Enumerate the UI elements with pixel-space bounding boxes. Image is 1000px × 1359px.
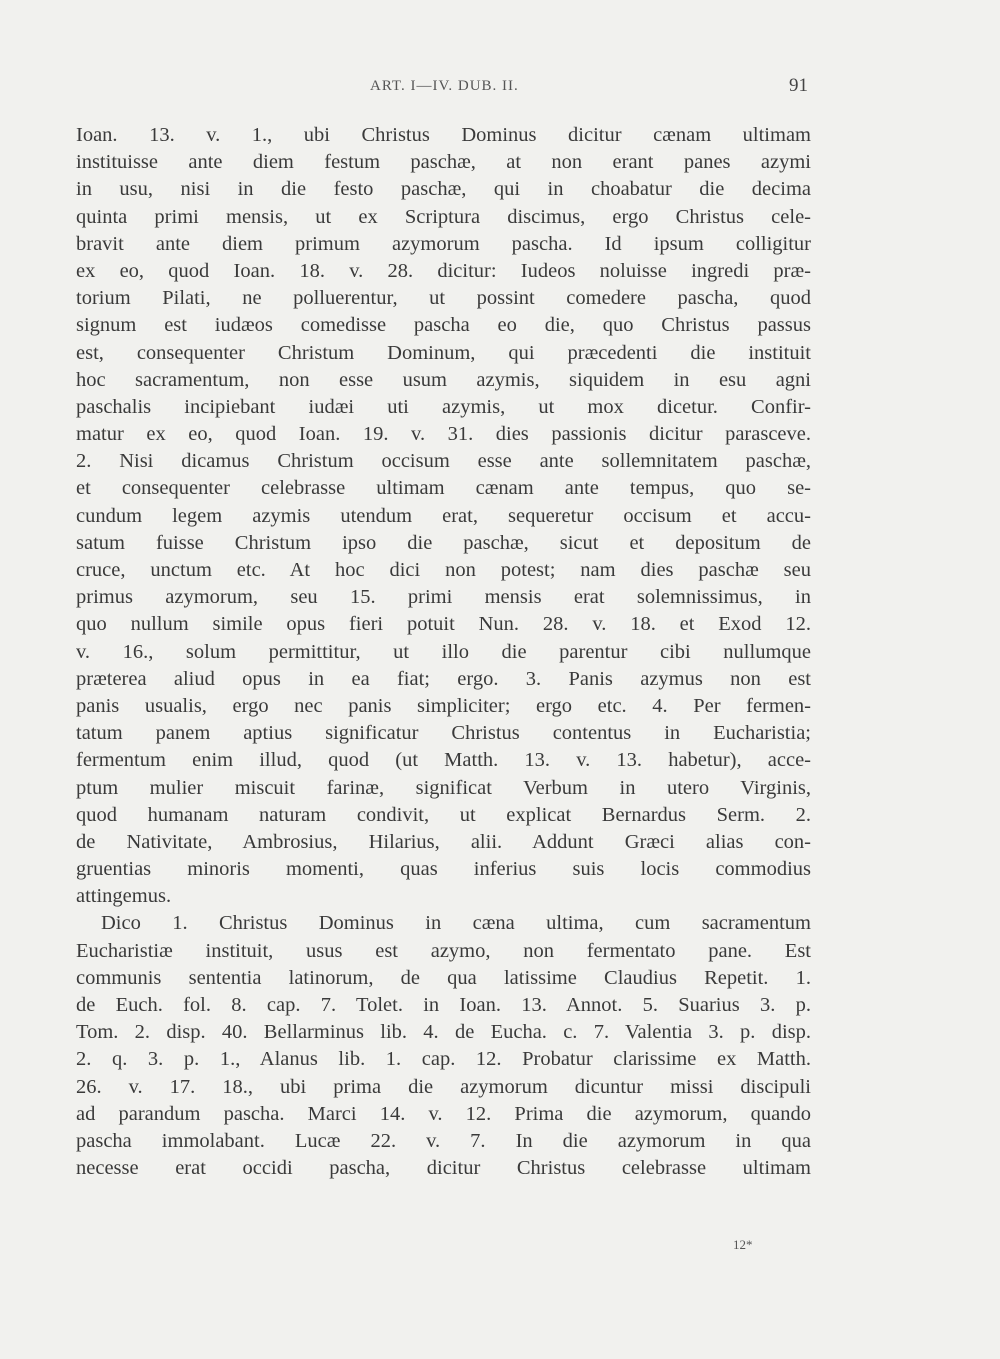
text-line: primus azymorum, seu 15. primi mensis erat solemnissimus, in — [76, 586, 811, 609]
running-title: ART. I—IV. DUB. II. — [370, 78, 519, 94]
text-line: quod humanam naturam condivit, ut explicat Bernardus Serm. 2. — [76, 803, 811, 826]
text-line: cundum legem azymis utendum erat, sequeretur occisum et accu- — [76, 504, 811, 527]
text-line: matur ex eo, quod Ioan. 19. v. 31. dies passionis dicitur parasceve. — [76, 423, 811, 446]
text-line: 26. v. 17. 18., ubi prima die azymorum dicuntur missi discipuli — [76, 1075, 811, 1098]
text-line: de Nativitate, Ambrosius, Hilarius, alii. Addunt Græci alias con- — [76, 830, 811, 853]
text-line: Tom. 2. disp. 40. Bellarminus lib. 4. de Eucha. c. 7. Valentia 3. p. disp. — [76, 1021, 811, 1044]
text-line: necesse erat occidi pascha, dicitur Christus celebrasse ultimam — [76, 1157, 811, 1180]
body-text — [76, 122, 811, 1182]
signature-mark: 12* — [733, 1237, 753, 1252]
text-line: 2. Nisi dicamus Christum occisum esse ante sollemnitatem paschæ, — [76, 450, 811, 473]
text-line: v. 16., solum permittitur, ut illo die parentur cibi nullumque — [76, 640, 811, 663]
text-line: Ioan. 13. v. 1., ubi Christus Dominus dicitur cænam ultimam — [76, 124, 811, 146]
text-line: ex eo, quod Ioan. 18. v. 28. dicitur: Iudeos noluisse ingredi præ- — [76, 259, 811, 282]
text-line: et consequenter celebrasse ultimam cænam ante tempus, quo se- — [76, 477, 811, 500]
text-line: signum est iudæos comedisse pascha eo die, quo Christus passus — [76, 314, 811, 337]
text-line: quo nullum simile opus fieri potuit Nun. 28. v. 18. et Exod 12. — [76, 613, 811, 636]
text-line: communis sententia latinorum, de qua latissime Claudius Repetit. 1. — [76, 966, 811, 989]
text-line: bravit ante diem primum azymorum pascha. Id ipsum colligitur — [76, 232, 811, 255]
text-line: quinta primi mensis, ut ex Scriptura discimus, ergo Christus cele- — [76, 205, 811, 228]
text-line: ad parandum pascha. Marci 14. v. 12. Prima die azymorum, quando — [76, 1102, 811, 1125]
text-line: ptum mulier miscuit farinæ, significat Verbum in utero Virginis, — [76, 776, 811, 799]
text-line: est, consequenter Christum Dominum, qui præcedenti die instituit — [76, 341, 811, 364]
text-line: attingemus. — [76, 885, 172, 908]
text-line: tatum panem aptius significatur Christus contentus in Eucharistia; — [76, 722, 811, 745]
text-line: præterea aliud opus in ea fiat; ergo. 3. Panis azymus non est — [76, 667, 811, 690]
text-line: instituisse ante diem festum paschæ, at non erant panes azymi — [76, 151, 811, 174]
text-line: panis usualis, ergo nec panis simpliciter; ergo etc. 4. Per fermen- — [76, 694, 811, 717]
text-line: in usu, nisi in die festo paschæ, qui in choabatur die decima — [76, 178, 811, 201]
text-line: 2. q. 3. p. 1., Alanus lib. 1. cap. 12. Probatur clarissime ex Matth. — [76, 1048, 811, 1071]
text-line: torium Pilati, ne polluerentur, ut possint comedere pascha, quod — [76, 287, 811, 310]
text-line: satum fuisse Christum ipso die paschæ, sicut et depositum de — [76, 531, 811, 554]
page-number: 91 — [789, 75, 808, 96]
text-line: hoc sacramentum, non esse usum azymis, siquidem in esu agni — [76, 368, 811, 391]
text-line: Eucharistiæ instituit, usus est azymo, non fermentato pane. Est — [76, 939, 811, 962]
text-line: cruce, unctum etc. At hoc dici non potest; nam dies paschæ seu — [76, 559, 811, 581]
text-line: fermentum enim illud, quod (ut Matth. 13. v. 13. habetur), acce- — [76, 749, 811, 772]
text-line: paschalis incipiebant iudæi uti azymis, ut mox dicetur. Confir- — [76, 395, 811, 418]
text-line: Dico 1. Christus Dominus in cæna ultima, cum sacramentum — [101, 912, 811, 935]
text-line: pascha immolabant. Lucæ 22. v. 7. In die azymorum in qua — [76, 1129, 811, 1152]
text-line: gruentias minoris momenti, quas inferius suis locis commodius — [76, 858, 811, 881]
running-head — [0, 76, 1000, 100]
text-line: de Euch. fol. 8. cap. 7. Tolet. in Ioan. 13. Annot. 5. Suarius 3. p. — [76, 994, 811, 1016]
